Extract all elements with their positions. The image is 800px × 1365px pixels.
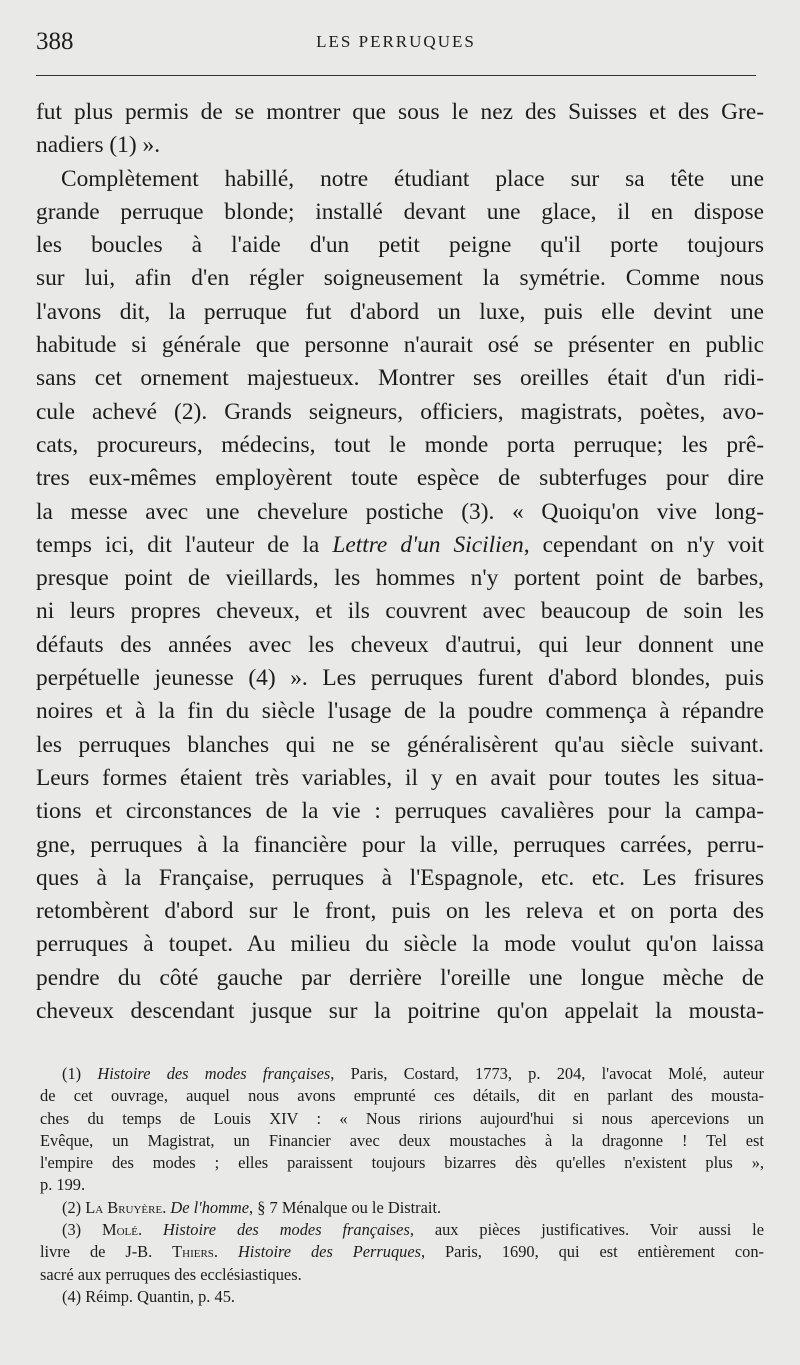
- footnote-1-line: Evêque, un Magistrat, un Financier avec deux moustaches à la dragonne ! Tel est: [40, 1130, 764, 1150]
- footnote-3-line: [40, 1219, 764, 1241]
- text-line: tres eux-mêmes employèrent toute espèce de subterfuges pour dire: [36, 465, 764, 492]
- text-line: noires et à la fin du siècle l'usage de la poudre commença à répandre: [36, 698, 764, 725]
- text-line: tions et circonstances de la vie : perruques cavalières pour la campa-: [36, 798, 764, 825]
- text-line: perruques à toupet. Au milieu du siècle la mode voulut qu'on laissa: [36, 931, 764, 958]
- text-line: fut plus permis de se montrer que sous le nez des Suisses et des Gre-: [36, 99, 764, 125]
- footnote-4: (4) Réimp. Quantin, p. 45.: [62, 1286, 235, 1306]
- book-title: Histoire des modes françaises: [97, 1064, 331, 1083]
- text-line: habitude si générale que personne n'aurait osé se présenter en public: [36, 332, 764, 359]
- text-line: perpétuelle jeunesse (4) ». Les perruques furent d'abord blondes, puis: [36, 665, 764, 692]
- text-line: défauts des années avec les cheveux d'autrui, qui leur donnent une: [36, 631, 764, 658]
- text-line: cule achevé (2). Grands seigneurs, officiers, magistrats, poètes, avo-: [36, 398, 764, 425]
- book-title: Lettre d'un Sicilien: [332, 531, 524, 558]
- text-line: les perruques blanches qui ne se généralisèrent qu'au siècle suivant.: [36, 731, 764, 758]
- text-line: Leurs formes étaient très variables, il y en avait pour toutes les situa-: [36, 764, 764, 791]
- book-title: De l'homme: [170, 1197, 250, 1217]
- text-line: pendre du côté gauche par derrière l'oreille une longue mèche de: [36, 964, 764, 991]
- text-line: les boucles à l'aide d'un petit peigne qu'il porte toujours: [36, 232, 764, 259]
- text-span: , Paris, 1690, qui est entièrement con-: [421, 1242, 764, 1262]
- footnote-1-line: de cet ouvrage, auquel nous avons emprunté ces détails, dit en parlant des mousta-: [40, 1086, 764, 1106]
- footnote-marker: (2): [62, 1197, 86, 1217]
- book-title: Histoire des modes françaises: [162, 1220, 410, 1240]
- text-line: la messe avec une chevelure postiche (3). « Quoiqu'on vive long-: [36, 498, 764, 525]
- footnote-marker: (3): [62, 1220, 102, 1240]
- footnote-1-line: ches du temps de Louis XIV : « Nous ririons aujourd'hui si nous apercevions un: [40, 1108, 764, 1128]
- author-name: Molé.: [102, 1220, 143, 1240]
- body-text: [36, 96, 764, 1028]
- footnote-marker: (1): [62, 1064, 98, 1083]
- text-line: sur lui, afin d'en régler soigneusement la symétrie. Comme nous: [36, 265, 764, 292]
- header-rule: [36, 75, 756, 76]
- text-line: ques à la Française, perruques à l'Espagnole, etc. etc. Les frisures: [36, 864, 764, 891]
- author-name: La Bruyère.: [85, 1197, 167, 1217]
- text-line: cats, procureurs, médecins, tout le monde porta perruque; les prê-: [36, 431, 764, 458]
- page-number: 388: [36, 28, 74, 55]
- text-line: presque point de vieillards, les hommes n'y portent point de barbes,: [36, 565, 764, 592]
- running-title: LES PERRUQUES: [316, 32, 476, 51]
- text-line: gne, perruques à la financière pour la ville, perruques carrées, perru-: [36, 831, 764, 858]
- author-name: Thiers.: [172, 1242, 219, 1262]
- footnote-3-line: [40, 1241, 764, 1263]
- footnote-2: [40, 1197, 764, 1219]
- book-title: Histoire des Perruques: [237, 1242, 422, 1262]
- text-line: ni leurs propres cheveux, et ils couvrent avec beaucoup de soin les: [36, 598, 764, 625]
- text-line: cheveux descendant jusque sur la poitrine qu'on appelait la mousta-: [36, 998, 764, 1025]
- footnote-3-line: sacré aux perruques des ecclésiastiques.: [40, 1264, 302, 1284]
- footnote-1-line: p. 199.: [40, 1175, 86, 1195]
- text-line: grande perruque blonde; installé devant une glace, il en dispose: [36, 198, 764, 225]
- footnote-1-line: [40, 1063, 764, 1085]
- text-span: , cependant on n'y voit: [523, 531, 764, 558]
- text-line: Complètement habillé, notre étudiant place sur sa tête une: [61, 165, 764, 192]
- text-line: sans cet ornement majestueux. Montrer ses oreilles était d'un ridi-: [36, 365, 764, 392]
- text-span: livre de J-B.: [40, 1242, 173, 1262]
- text-span: , aux pièces justificatives. Voir aussi le: [409, 1220, 764, 1240]
- text-line: nadiers (1) ».: [36, 132, 161, 159]
- page-header: [36, 28, 756, 60]
- text-line: l'avons dit, la perruque fut d'abord un luxe, puis elle devint une: [36, 298, 764, 325]
- text-line: retombèrent d'abord sur le front, puis on les releva et on porta des: [36, 898, 764, 925]
- text-line-with-title: [36, 529, 764, 562]
- text-span: , Paris, Costard, 1773, p. 204, l'avocat Molé, auteur: [330, 1064, 765, 1083]
- text-span: temps ici, dit l'auteur de la: [36, 531, 333, 558]
- footnote-1-line: l'empire des modes ; elles paraissent toujours bizarres dès qu'elles n'existent plus »,: [40, 1153, 764, 1173]
- footnotes: [40, 1063, 764, 1308]
- text-span: , § 7 Ménalque ou le Distrait.: [249, 1197, 442, 1217]
